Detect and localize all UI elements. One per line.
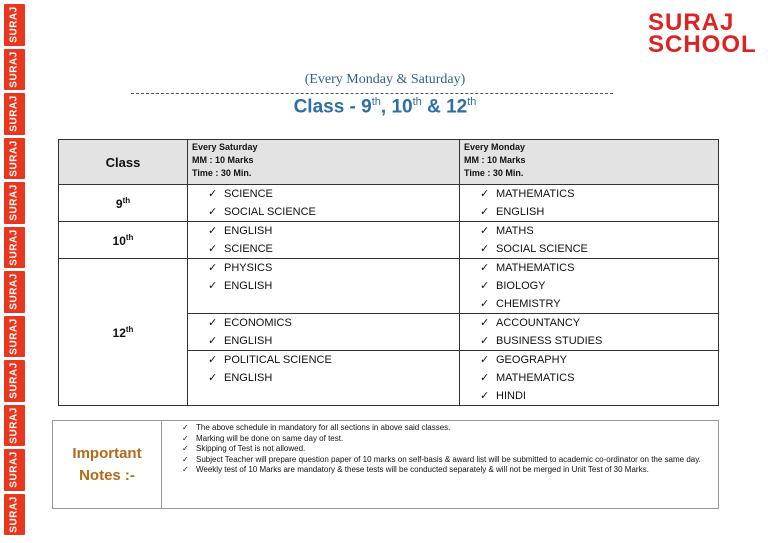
title-part: , 10 (380, 96, 413, 118)
important-notes-box (52, 420, 719, 509)
subject-item (188, 222, 459, 240)
subject-item (188, 240, 459, 258)
note-item (182, 444, 718, 455)
check-icon: ✓ (208, 225, 218, 237)
class-cell (59, 259, 188, 406)
side-brand-text: SURAJ (9, 95, 20, 132)
class-number: 12 (112, 325, 126, 340)
subject-name: ENGLISH (224, 280, 273, 292)
side-brand-segment (4, 138, 25, 180)
note-text: Subject Teacher will prepare question paper of 10 marks on self-basis & award list will be submitted to academic co-ordinator on the same day. (196, 454, 701, 464)
header-class: Class (59, 140, 188, 185)
subject-item (460, 222, 718, 240)
logo-line1: SURAJ (648, 9, 735, 36)
note-text: The above schedule in mandatory for all sections in above said classes. (196, 423, 451, 432)
subject-name: SOCIAL SCIENCE (224, 206, 316, 218)
side-brand-text: SURAJ (9, 496, 20, 533)
check-icon: ✓ (480, 243, 490, 255)
saturday-subjects-cell (188, 259, 460, 314)
saturday-subjects-cell (188, 222, 460, 259)
check-icon: ✓ (208, 335, 218, 347)
test-schedule-table (58, 139, 719, 406)
subject-name: ENGLISH (224, 225, 273, 237)
check-icon: ✓ (208, 243, 218, 255)
title-part: & 12 (421, 96, 468, 118)
class-cell (59, 222, 188, 259)
subject-item (188, 259, 459, 277)
side-brand-segment (4, 449, 25, 491)
notes-label (53, 421, 162, 508)
check-icon: ✓ (208, 317, 218, 329)
side-brand-segment (4, 271, 25, 313)
check-icon: ✓ (480, 372, 490, 384)
subject-name: SCIENCE (224, 188, 273, 200)
side-brand-text: SURAJ (9, 51, 20, 88)
subject-item (460, 332, 718, 350)
subject-item (188, 314, 459, 332)
saturday-time: Time : 30 Min. (192, 168, 252, 178)
side-brand-segment (4, 316, 25, 358)
subject-name: BIOLOGY (496, 280, 546, 292)
class-suffix: th (125, 324, 134, 334)
notes-list (162, 421, 718, 508)
subject-name: PHYSICS (224, 262, 273, 274)
note-item (182, 434, 718, 445)
logo-line2: SCHOOL (648, 31, 757, 58)
side-brand-text: SURAJ (9, 362, 20, 399)
dashed-divider (131, 93, 613, 94)
subject-name: ENGLISH (496, 206, 545, 218)
side-brand-text: SURAJ (9, 451, 20, 488)
subject-name: ENGLISH (224, 335, 273, 347)
check-icon: ✓ (208, 354, 218, 366)
subject-name: ECONOMICS (224, 317, 292, 329)
check-icon: ✓ (480, 262, 490, 274)
check-icon: ✓ (480, 188, 490, 200)
table-header-row (59, 140, 719, 185)
table-row (59, 222, 719, 259)
monday-subjects-cell (460, 351, 719, 406)
class-cell (59, 185, 188, 222)
subject-name: ACCOUNTANCY (496, 317, 581, 329)
subject-item (460, 185, 718, 203)
saturday-day: Every Saturday (192, 142, 258, 152)
subject-name: HINDI (496, 390, 526, 402)
note-text: Skipping of Test is not allowed. (196, 444, 306, 453)
check-icon: ✓ (480, 317, 490, 329)
monday-subjects-cell (460, 185, 719, 222)
side-brand-text: SURAJ (9, 184, 20, 221)
side-brand-segment (4, 360, 25, 402)
notes-label-line2: Notes :- (79, 466, 135, 484)
check-icon: ✓ (182, 444, 189, 453)
check-icon: ✓ (208, 262, 218, 274)
side-brand-text: SURAJ (9, 318, 20, 355)
check-icon: ✓ (208, 206, 218, 218)
title-part: Class - 9 (293, 96, 372, 118)
note-text: Weekly test of 10 Marks are mandatory & these tests will be conducted separately & will not be merged in Unit Test of 30 Marks. (196, 465, 649, 474)
monday-day: Every Monday (464, 142, 526, 152)
subject-item (188, 351, 459, 369)
subject-item (460, 369, 718, 387)
table-row (59, 185, 719, 222)
note-item (182, 423, 718, 434)
check-icon: ✓ (480, 225, 490, 237)
title-sup: th (412, 96, 422, 108)
subject-item (188, 203, 459, 221)
check-icon: ✓ (182, 423, 189, 432)
check-icon: ✓ (480, 354, 490, 366)
saturday-subjects-cell (188, 185, 460, 222)
class-suffix: th (125, 232, 134, 242)
subject-name: GEOGRAPHY (496, 354, 567, 366)
subject-name: BUSINESS STUDIES (496, 335, 603, 347)
saturday-marks: MM : 10 Marks (192, 155, 254, 165)
monday-subjects-cell (460, 314, 719, 351)
monday-subjects-cell (460, 259, 719, 314)
monday-subjects-cell (460, 222, 719, 259)
saturday-subjects-cell (188, 314, 460, 351)
header-saturday (188, 140, 460, 185)
subject-item (460, 259, 718, 277)
check-icon: ✓ (480, 335, 490, 347)
side-brand-segment (4, 494, 25, 536)
subject-item (188, 332, 459, 350)
check-icon: ✓ (480, 206, 490, 218)
subject-name: SOCIAL SCIENCE (496, 243, 588, 255)
header-monday (460, 140, 719, 185)
side-brand-text: SURAJ (9, 6, 20, 43)
subject-item (460, 277, 718, 295)
title-sup: th (467, 96, 477, 108)
side-brand-text: SURAJ (9, 229, 20, 266)
table-row (59, 259, 719, 314)
side-brand-segment (4, 4, 25, 46)
subject-item (460, 240, 718, 258)
subject-item (188, 277, 459, 295)
class-number: 10 (112, 233, 126, 248)
check-icon: ✓ (208, 280, 218, 292)
side-brand-segment (4, 405, 25, 447)
class-number: 9 (115, 196, 123, 211)
school-logo (648, 9, 757, 58)
subject-name: SCIENCE (224, 243, 273, 255)
check-icon: ✓ (182, 454, 189, 464)
subject-name: CHEMISTRY (496, 298, 561, 310)
side-brand-segment (4, 227, 25, 269)
check-icon: ✓ (480, 280, 490, 292)
subject-item (460, 387, 718, 405)
note-item (182, 465, 718, 476)
subject-name: MATHEMATICS (496, 262, 575, 274)
side-brand-text: SURAJ (9, 140, 20, 177)
side-brand-segment (4, 93, 25, 135)
subject-item (460, 203, 718, 221)
side-brand-text: SURAJ (9, 273, 20, 310)
notes-label-line1: Important (72, 444, 142, 462)
subject-item (460, 351, 718, 369)
subject-name: MATHEMATICS (496, 188, 575, 200)
side-brand-segment (4, 49, 25, 91)
subject-name: POLITICAL SCIENCE (224, 354, 332, 366)
class-suffix: th (122, 195, 131, 205)
check-icon: ✓ (208, 372, 218, 384)
side-brand-segment (4, 182, 25, 224)
subject-item (188, 185, 459, 203)
check-icon: ✓ (182, 433, 189, 443)
side-brand-text: SURAJ (9, 407, 20, 444)
check-icon: ✓ (480, 298, 490, 310)
page-title (245, 96, 525, 118)
saturday-subjects-cell (188, 351, 460, 406)
title-sup: th (371, 96, 381, 108)
subject-name: ENGLISH (224, 372, 273, 384)
subject-item (460, 295, 718, 313)
monday-marks: MM : 10 Marks (464, 155, 526, 165)
subject-name: MATHEMATICS (496, 372, 575, 384)
check-icon: ✓ (480, 390, 490, 402)
side-brand-strip (0, 0, 27, 543)
subject-item (188, 369, 459, 387)
monday-time: Time : 30 Min. (464, 168, 524, 178)
note-text: Marking will be done on same day of test. (196, 433, 344, 443)
schedule-subtitle: (Every Monday & Saturday) (304, 72, 466, 87)
subject-name: MATHS (496, 225, 534, 237)
note-item (182, 455, 718, 466)
subject-item (460, 314, 718, 332)
check-icon: ✓ (208, 188, 218, 200)
check-icon: ✓ (182, 465, 189, 474)
